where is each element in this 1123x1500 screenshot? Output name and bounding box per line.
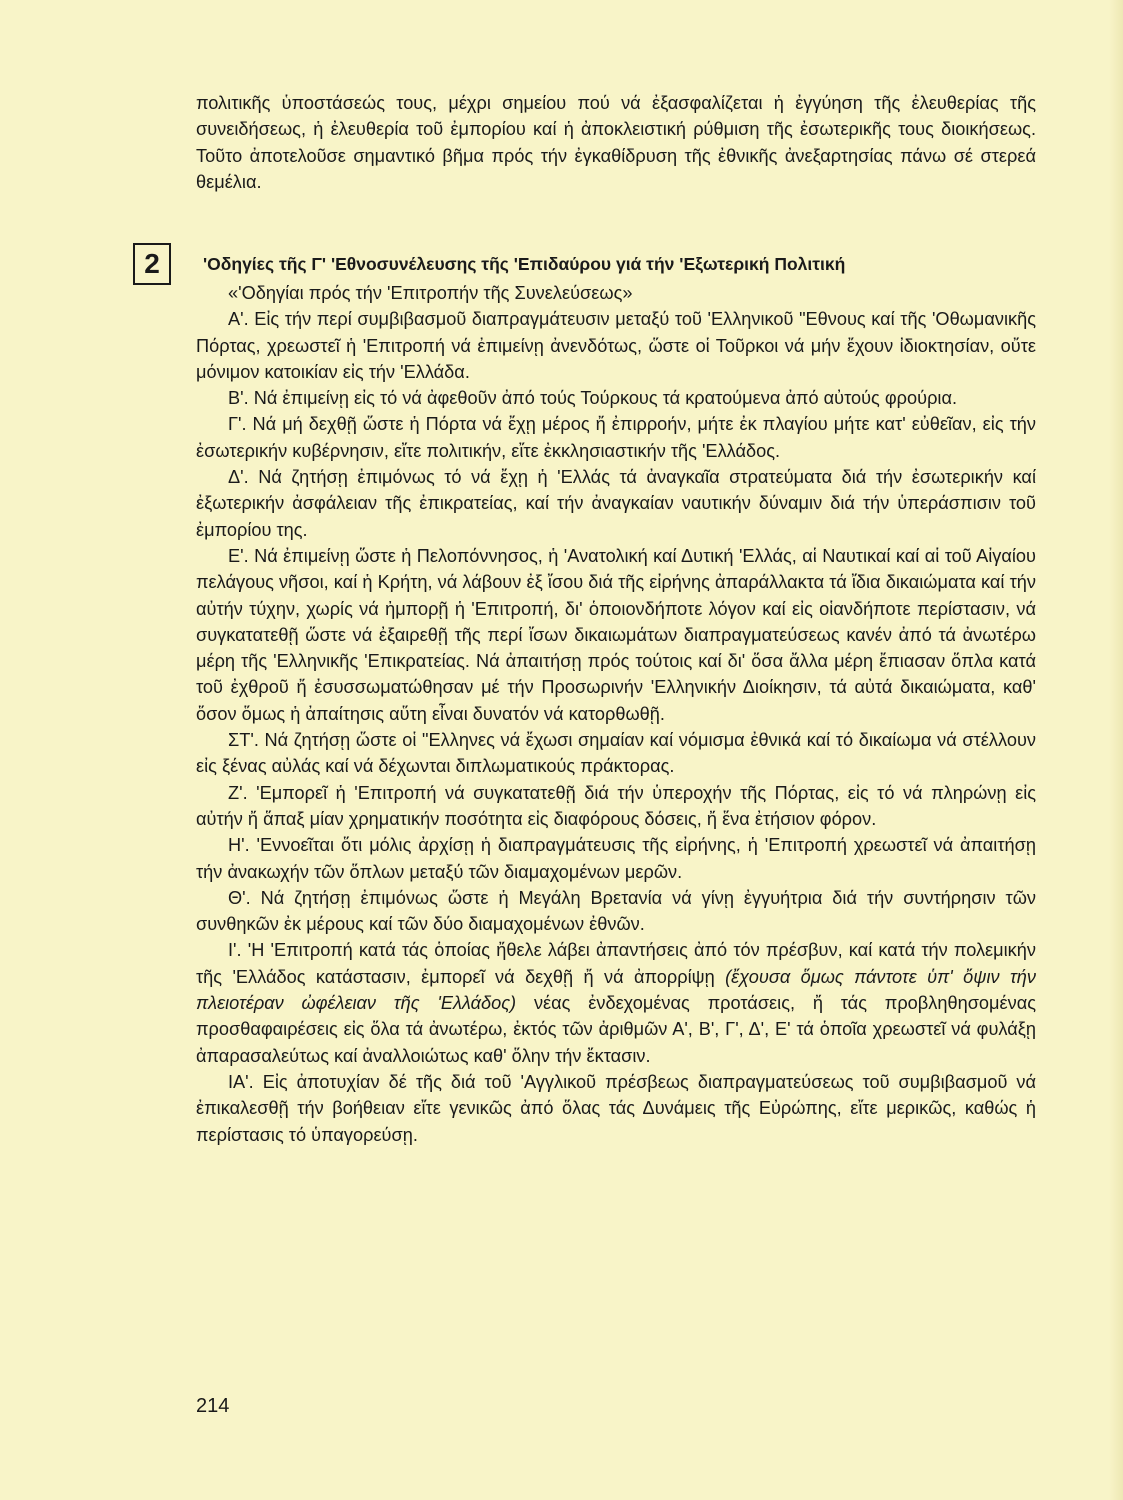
paragraph-a: Α'. Εἰς τήν περί συμβιβασμοῦ διαπραγμάτευσιν μεταξύ τοῦ 'Ελληνικοῦ "Εθνους καί τῆς 'Οθωμανικῆς Πόρτας, χρεωστεῖ ἡ 'Επιτροπή νά ἐπιμείνῃ ἀνενδότως, ὥστε οἱ Τοῦρκοι νά μήν ἔχουν ἰδιοκτησίαν, οὔτε μόνιμον κατοικίαν εἰς τήν 'Ελλάδα.: [196, 309, 1036, 382]
paragraph-st: ΣΤ'. Νά ζητήσῃ ὥστε οἱ "Ελληνες νά ἔχωσι σημαίαν καί νόμισμα ἐθνικά καί τό δικαίωμα νά στέλλουν εἰς ξένας αὐλάς καί νά δέχωνται διπλωματικούς πράκτορας.: [196, 730, 1036, 777]
paragraph-d: Δ'. Νά ζητήσῃ ἐπιμόνως τό νά ἔχῃ ἡ 'Ελλάς τά ἀναγκαῖα στρατεύματα διά τήν ἐσωτερικήν καί ἐξωτερικήν ἀσφάλειαν τῆς ἐπικρατείας, καί τήν ἀναγκαίαν ναυτικήν δύναμιν διά τήν ὑπεράσπισιν τοῦ ἐμπορίου της.: [196, 467, 1036, 540]
section-heading: 'Οδηγίες τῆς Γ' 'Εθνοσυνέλευσης τῆς 'Επιδαύρου γιά τήν 'Εξωτερική Πολιτική: [203, 254, 846, 274]
paragraph-i-end: νέας ἐνδεχομένας προτάσεις, ἤ τάς προβληθησομένας προσθαφαιρέσεις εἰς ὅλα τά ἀνωτέρω, ἐκτός τῶν ἀριθμῶν Α', Β', Γ', Δ', Ε' τά ὁποῖα χρεωστεῖ νά φυλάξῃ ἀπαρασαλεύτως καί ἀναλλοιώτως καθ' ὅλην τήν ἔκτασιν.: [196, 993, 1036, 1066]
intro-text: [196, 90, 1036, 195]
paragraph-ia: ΙΑ'. Εἰς ἀποτυχίαν δέ τῆς διά τοῦ 'Αγγλικοῦ πρέσβεως διαπραγματεύσεως τοῦ συμβιβασμοῦ νά ἐπικαλεσθῇ τήν βοήθειαν εἴτε γενικῶς ἀπό ὅλας τάς Δυνάμεις τῆς Εὐρώπης, εἴτε μερικῶς, καθώς ἡ περίστασις τό ὑπαγορεύσῃ.: [196, 1071, 1036, 1145]
paragraph-g: Γ'. Νά μή δεχθῇ ὥστε ἡ Πόρτα νά ἔχῃ μέρος ἤ ἐπιρροήν, μήτε ἐκ πλαγίου μήτε κατ' εὐθεῖαν, εἰς τήν ἐσωτερικήν κυβέρνησιν, εἴτε πολιτικήν, εἴτε ἐκκλησιαστικήν τῆς 'Ελλάδος.: [196, 414, 1036, 461]
paragraph-i: [196, 937, 1036, 1068]
page-edge: [1109, 0, 1123, 1500]
section-number-box: 2: [133, 243, 171, 285]
section-body: [196, 280, 1036, 1148]
section-subtitle: «'Οδηγίαι πρός τήν 'Επιτροπήν τῆς Συνελεύσεως»: [228, 283, 633, 303]
paragraph-e: Ε'. Νά ἐπιμείνῃ ὥστε ἡ Πελοπόννησος, ἡ 'Ανατολική καί Δυτική 'Ελλάς, αἱ Ναυτικαί καί αἱ τοῦ Αἰγαίου πελάγους νῆσοι, καί ἡ Κρήτη, νά λάβουν ἐξ ἴσου διά τῆς εἰρήνης ἀπαράλλακτα τά ἴδια δικαιώματα καί τήν αὐτήν τύχην, χωρίς νά ἠμπορῇ ἡ 'Επιτροπή, δι' ὁποιονδήποτε λόγον καί εἰς οἱανδήποτε περίστασιν, νά συγκατατεθῇ ὥστε νά ἐξαιρεθῇ τῆς περί ἴσων δικαιωμάτων διαπραγματεύσεως κανέν ἀπό τά ἀνωτέρω μέρη τῆς 'Ελληνικῆς 'Επικρατείας. Νά ἀπαιτήσῃ πρός τούτοις καί δι' ὅσα ἄλλα μέρη ἔπιασαν ὅπλα κατά τοῦ ἐχθροῦ ἤ ἐσυσσωματώθησαν μέ τήν Προσωρινήν 'Ελληνικήν Διοίκησιν, τά αὐτά δικαιώματα, καθ' ὅσον ὅμως ἡ ἀπαίτησις αὕτη εἶναι δυνατόν νά κατορθωθῇ.: [196, 545, 1036, 724]
paragraph-b: Β'. Νά ἐπιμείνῃ εἰς τό νά ἀφεθοῦν ἀπό τούς Τούρκους τά κρατούμενα ἀπό αὐτούς φρούρια.: [228, 388, 958, 409]
paragraph-th: Θ'. Νά ζητήσῃ ἐπιμόνως ὥστε ἡ Μεγάλη Βρετανία νά γίνῃ ἐγγυήτρια διά τήν συντήρησιν τῶν συνθηκῶν ἐκ μέρους καί τῶν δύο διαμαχομένων ἐθνῶν.: [196, 887, 1036, 935]
intro-paragraph: πολιτικῆς ὑποστάσεώς τους, μέχρι σημείου πού νά ἐξασφαλίζεται ἡ ἐγγύηση τῆς ἐλευθερίας τῆς συνειδήσεως, ἡ ἐλευθερία τοῦ ἐμπορίου καί ἡ ἀποκλειστική ρύθμιση τῆς ἐσωτερικῆς τους διοικήσεως. Τοῦτο ἀποτελοῦσε σημαντικό βῆμα πρός τήν ἐγκαθίδρυση τῆς ἐθνικῆς ἀνεξαρτησίας πάνω σέ στερεά θεμέλια.: [196, 93, 1036, 192]
page-number: 214: [196, 1395, 230, 1417]
paragraph-i-italic: (ἔχουσα ὅμως πάντοτε ὑπ' ὄψιν τήν πλειοτέραν ὠφέλειαν τῆς 'Ελλάδος): [196, 966, 1037, 1014]
paragraph-h: Η'. 'Εννοεῖται ὅτι μόλις ἀρχίσῃ ἡ διαπραγμάτευσις τῆς εἰρήνης, ἡ 'Επιτροπή χρεωστεῖ νά ἀπαιτήσῃ τήν ἀνακωχήν τῶν ὅπλων μεταξύ τῶν διαμαχομένων μερῶν.: [196, 835, 1036, 882]
paragraph-z: Ζ'. 'Εμπορεῖ ἡ 'Επιτροπή νά συγκατατεθῇ διά τήν ὑπεροχήν τῆς Πόρτας, εἰς τό νά πληρώνῃ εἰς αὐτήν ἤ ἅπαξ μίαν χρηματικήν ποσότητα εἰς διαφόρους δόσεις, ἤ ἕνα ἐτήσιον φόρον.: [196, 782, 1036, 829]
paragraph-i-start: Ι'. 'Η 'Επιτροπή κατά τάς ὁποίας ἤθελε λάβει ἀπαντήσεις ἀπό τόν πρέσβυν, καί κατά τήν πολεμικήν τῆς 'Ελλάδος κατάστασιν, ἐμπορεῖ νά δεχθῇ ἤ νά ἀπορρίψῃ: [196, 940, 1036, 987]
